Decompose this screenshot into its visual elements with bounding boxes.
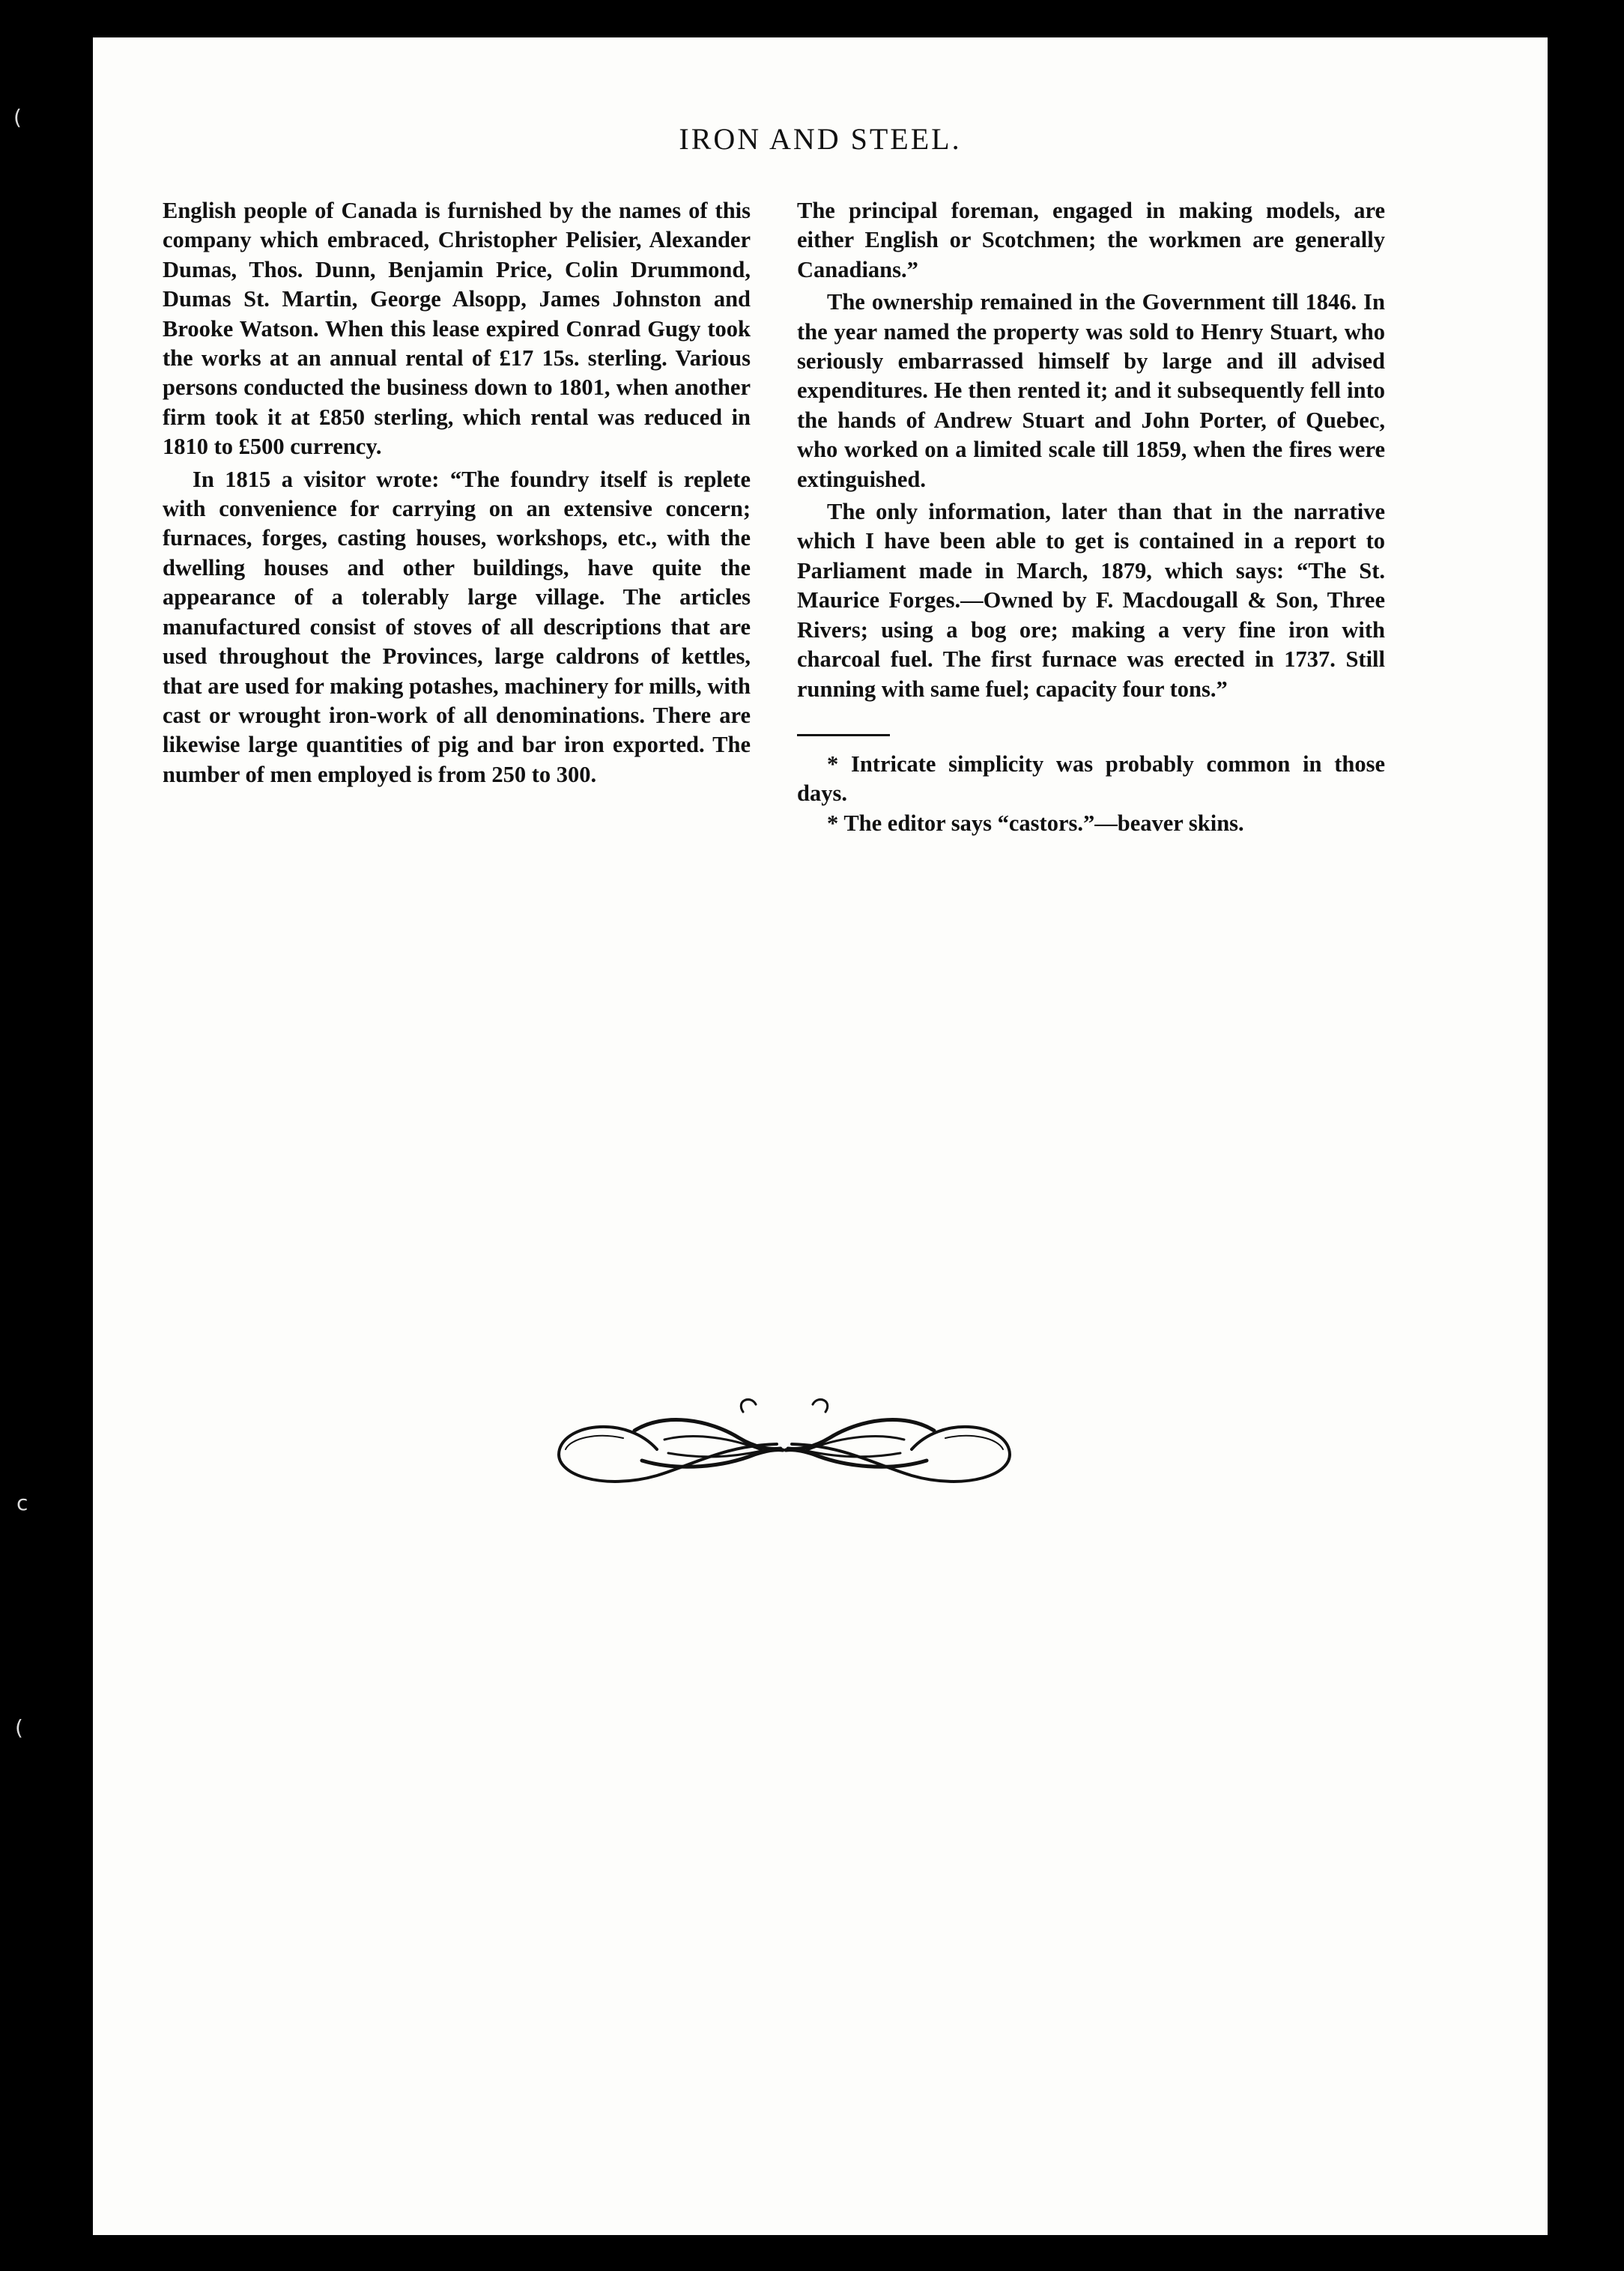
footnote: * The editor says “castors.”—beaver skins. bbox=[827, 810, 1244, 836]
decorative-flourish bbox=[552, 1386, 1016, 1513]
scan-artifact: c bbox=[16, 1491, 28, 1515]
paragraph: The principal foreman, engaged in making models, are either English or Scotchmen; the workmen are generally Canadians.” bbox=[797, 198, 1385, 282]
right-column bbox=[797, 196, 1385, 838]
footnote: * Intricate simplicity was probably common in those days. bbox=[797, 751, 1385, 807]
paragraph: In 1815 a visitor wrote: “The foundry itself is replete with convenience for carrying on an extensive concern; furnaces, forges, casting houses, workshops, etc., with the dwelling houses and other buildings, have quite the appearance of a tolerably large village. The articles manufactured consist of stoves of all descriptions that are used throughout the Provinces, large caldrons of kettles, that are used for making potashes, machinery for mills, with cast or wrought iron-work of all denominations. There are likewise large quantities of pig and bar iron exported. The number of men employed is from 250 to 300. bbox=[163, 466, 751, 787]
scan-artifact: ( bbox=[13, 105, 22, 130]
paragraph: The only information, later than that in the narrative which I have been able to get is contained in a report to Parliament made in March, 1879, which says: “The St. Maurice Forges.—Owned by F. Macdougall & Son, Three Rivers; using a bog ore; making a very fine iron with charcoal fuel. The first furnace was erected in 1737. Still running with same fuel; capacity four tons.” bbox=[797, 499, 1385, 702]
paragraph: English people of Canada is furnished by the names of this company which embraced, Christopher Pelisier, Alexander Dumas, Thos. Dunn, Benjamin Price, Colin Drummond, Dumas St. Martin, George Alsopp, James Johnston and Brooke Watson. When this lease expired Conrad Gugy took the works at an annual rental of £17 15s. sterling. Various persons conducted the business down to 1801, when another firm took it at £850 sterling, which rental was reduced in 1810 to £500 currency. bbox=[163, 198, 751, 460]
footnote-rule bbox=[797, 734, 890, 736]
book-page bbox=[93, 37, 1548, 2235]
scan-artifact: ( bbox=[15, 1715, 23, 1740]
paragraph: The ownership remained in the Government till 1846. In the year named the property was sold to Henry Stuart, who seriously embarrassed himself by large and ill advised expenditures. He then rented it; and it subsequently fell into the hands of Andrew Stuart and John Porter, of Quebec, who worked on a limited scale till 1859, when the fires were extinguished. bbox=[797, 289, 1385, 492]
left-column bbox=[163, 196, 751, 789]
running-head: IRON AND STEEL. bbox=[679, 122, 962, 156]
